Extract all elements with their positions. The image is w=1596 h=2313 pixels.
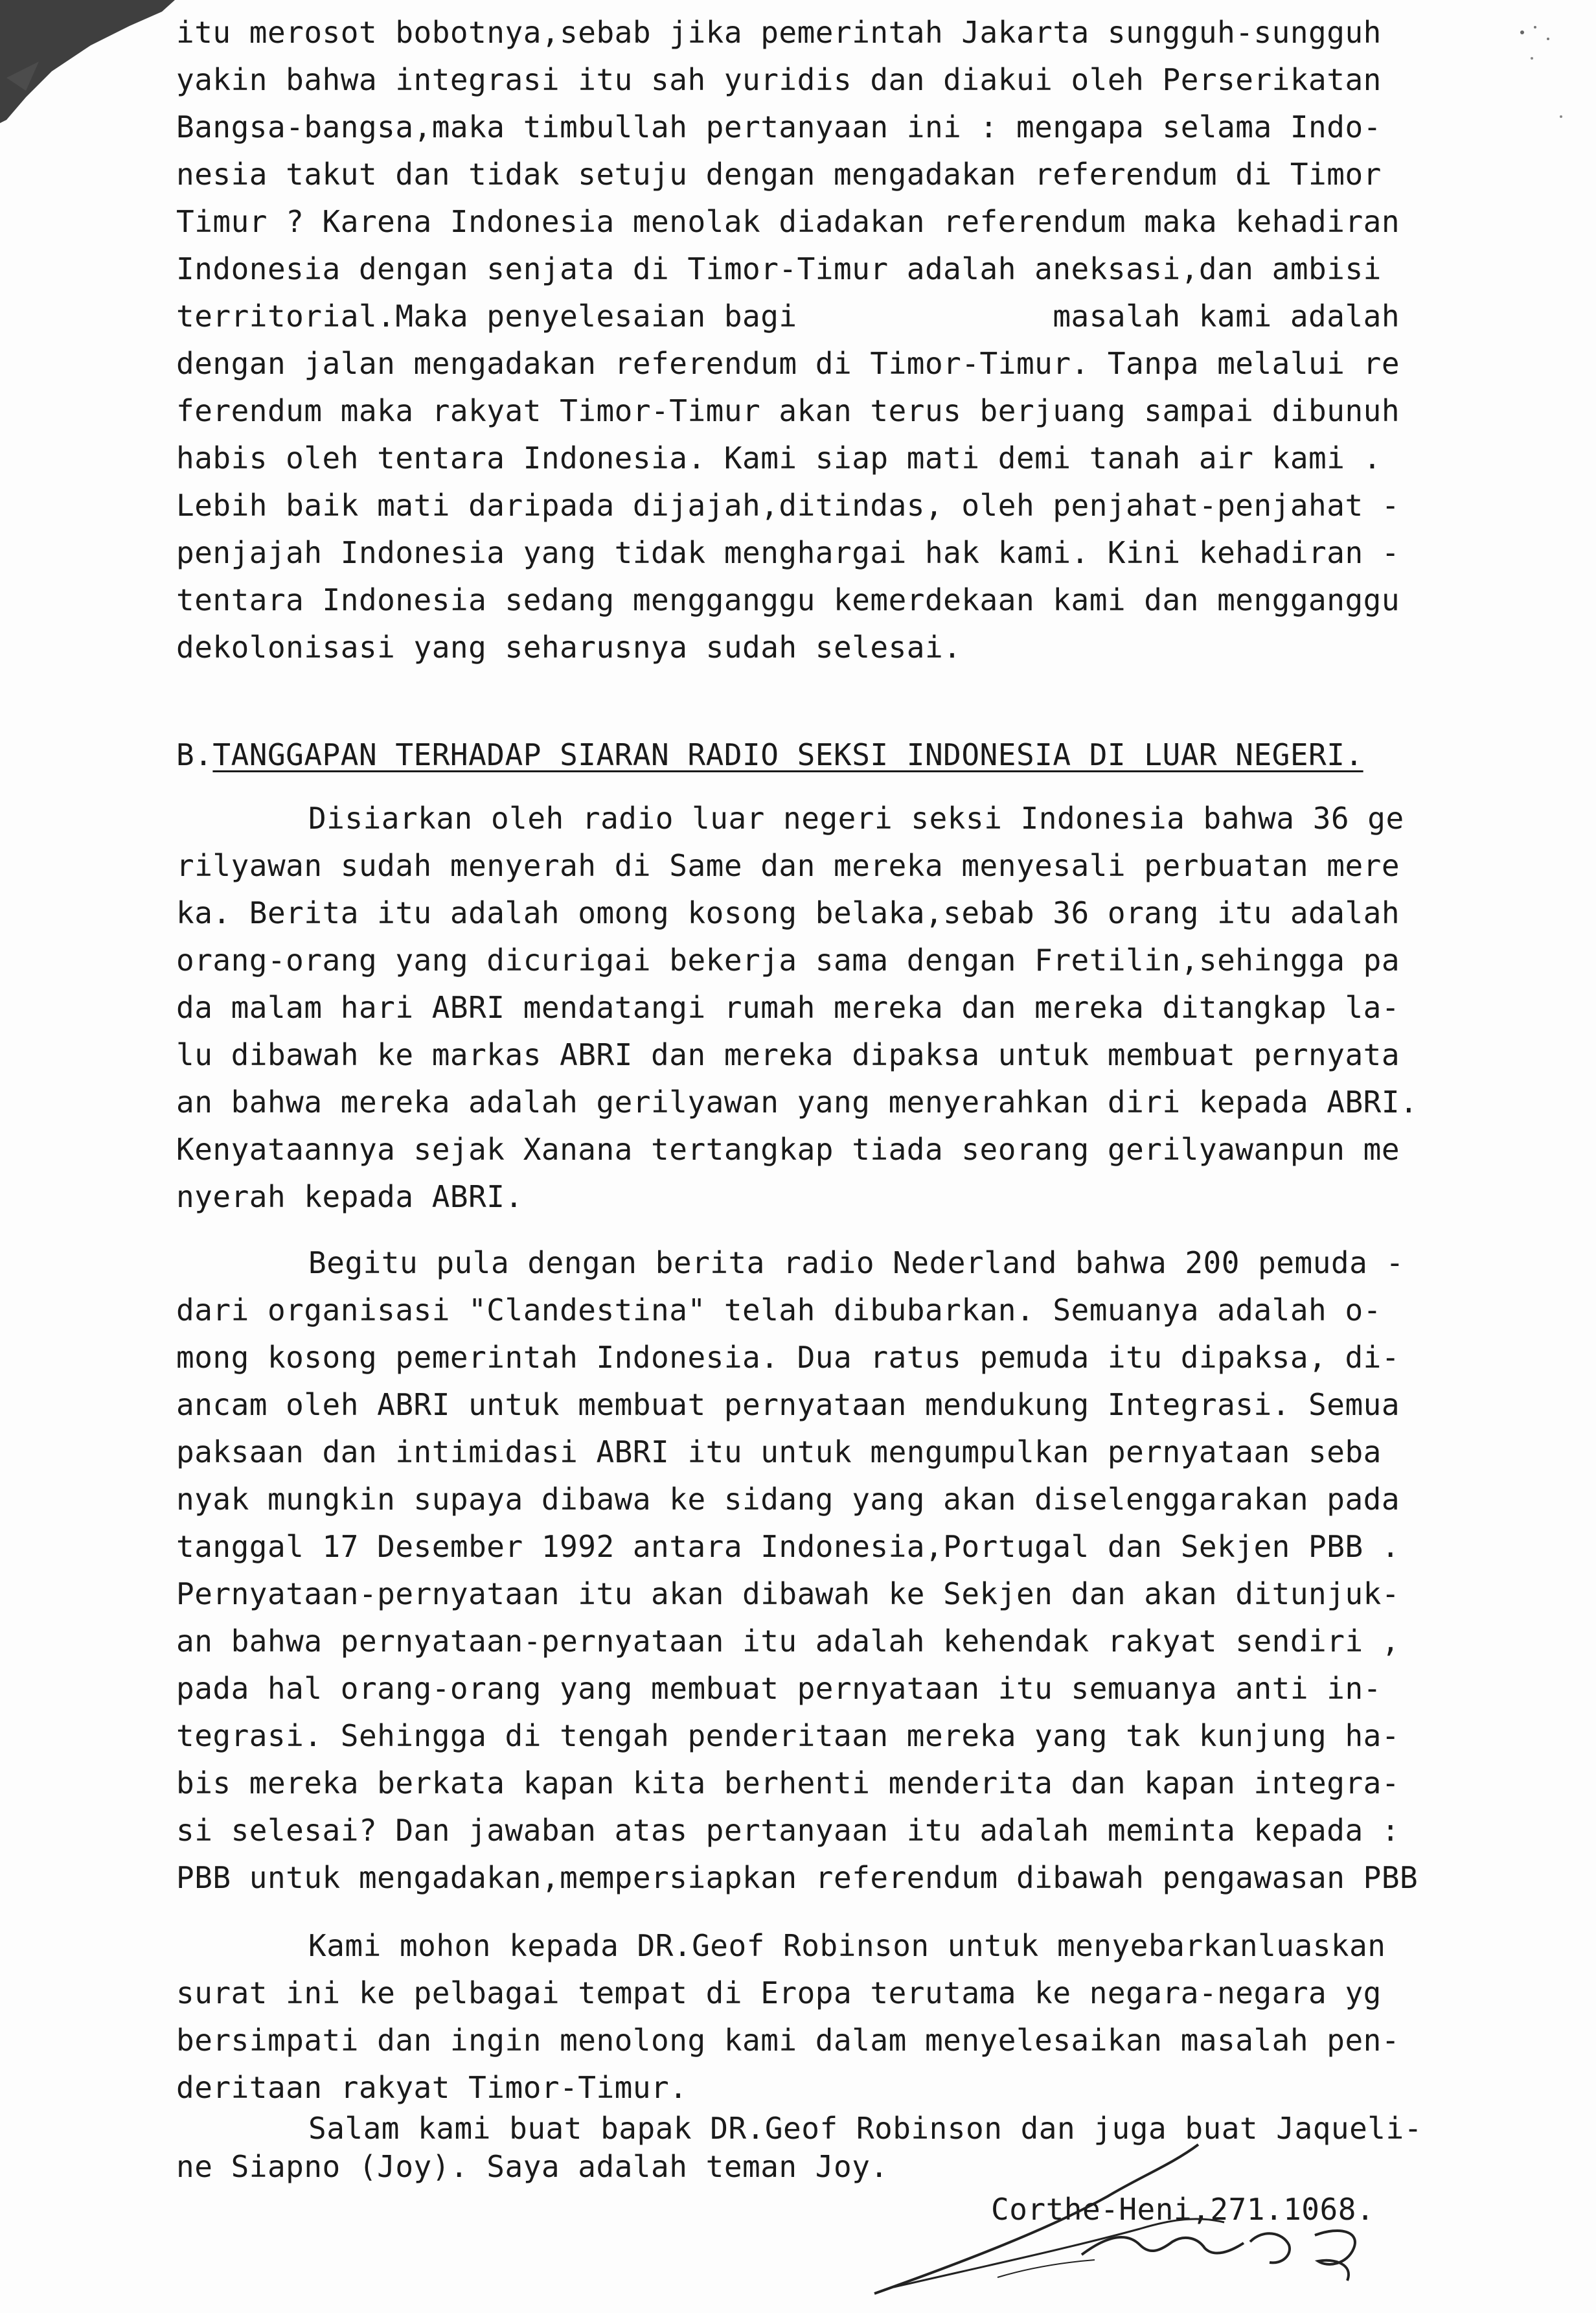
text-line: Timur ? Karena Indonesia menolak diadakan referendum maka kehadiran bbox=[176, 204, 1400, 239]
text-line: territorial.Maka penyelesaian bagi masalah kami adalah bbox=[176, 299, 1400, 334]
text-line: tentara Indonesia sedang mengganggu kemerdekaan kami dan mengganggu bbox=[176, 582, 1400, 617]
section-heading bbox=[176, 735, 1363, 774]
closing-line: Salam kami buat bapak DR.Geof Robinson dan juga buat Jaqueli- bbox=[308, 2111, 1422, 2146]
closing-line: ne Siapno (Joy). Saya adalah teman Joy. bbox=[176, 2149, 889, 2184]
scan-specks bbox=[1509, 19, 1580, 149]
text-line: tanggal 17 Desember 1992 antara Indonesia,Portugal dan Sekjen PBB . bbox=[176, 1529, 1400, 1564]
text-line: si selesai? Dan jawaban atas pertanyaan itu adalah meminta kepada : bbox=[176, 1813, 1400, 1848]
text-line: penjajah Indonesia yang tidak menghargai hak kami. Kini kehadiran - bbox=[176, 535, 1400, 570]
text-line: nyak mungkin supaya dibawa ke sidang yang akan diselenggarakan pada bbox=[176, 1482, 1400, 1517]
text-line: an bahwa mereka adalah gerilyawan yang menyerahkan diri kepada ABRI. bbox=[176, 1085, 1419, 1120]
text-line: tegrasi. Sehingga di tengah penderitaan mereka yang tak kunjung ha- bbox=[176, 1718, 1400, 1753]
text-line: habis oleh tentara Indonesia. Kami siap mati demi tanah air kami . bbox=[176, 441, 1382, 476]
text-line: Bangsa-bangsa,maka timbullah pertanyaan ini : mengapa selama Indo- bbox=[176, 109, 1382, 144]
text-line: dengan jalan mengadakan referendum di Timor-Timur. Tanpa melalui re bbox=[176, 346, 1400, 381]
handwritten-signature bbox=[836, 2119, 1419, 2307]
text-line: pada hal orang-orang yang membuat pernyataan itu semuanya anti in- bbox=[176, 1671, 1382, 1706]
text-line: paksaan dan intimidasi ABRI itu untuk mengumpulkan pernyataan seba bbox=[176, 1434, 1382, 1469]
text-line: Lebih baik mati daripada dijajah,ditindas, oleh penjahat-penjahat - bbox=[176, 488, 1400, 523]
text-line: Pernyataan-pernyataan itu akan dibawah ke Sekjen dan akan ditunjuk- bbox=[176, 1576, 1400, 1611]
scan-smudge bbox=[0, 0, 194, 130]
text-line: nyerah kepada ABRI. bbox=[176, 1179, 523, 1214]
text-line: PBB untuk mengadakan,mempersiapkan referendum dibawah pengawasan PBB bbox=[176, 1860, 1419, 1895]
text-line: bis mereka berkata kapan kita berhenti menderita dan kapan integra- bbox=[176, 1766, 1400, 1801]
text-line: ka. Berita itu adalah omong kosong belaka,sebab 36 orang itu adalah bbox=[176, 895, 1400, 930]
section-prefix: B. bbox=[176, 737, 213, 772]
text-line: ancam oleh ABRI untuk membuat pernyataan mendukung Integrasi. Semua bbox=[176, 1387, 1400, 1422]
text-line: lu dibawah ke markas ABRI dan mereka dipaksa untuk membuat pernyata bbox=[176, 1037, 1400, 1072]
text-line: Kami mohon kepada DR.Geof Robinson untuk menyebarkanluaskan bbox=[308, 1928, 1386, 1963]
text-line: itu merosot bobotnya,sebab jika pemerintah Jakarta sungguh-sungguh bbox=[176, 15, 1382, 50]
text-line: ferendum maka rakyat Timor-Timur akan terus berjuang sampai dibunuh bbox=[176, 393, 1400, 428]
text-line: surat ini ke pelbagai tempat di Eropa terutama ke negara-negara yg bbox=[176, 1975, 1382, 2010]
text-line: rilyawan sudah menyerah di Same dan mereka menyesali perbuatan mere bbox=[176, 848, 1400, 883]
text-line: Kenyataannya sejak Xanana tertangkap tiada seorang gerilyawanpun me bbox=[176, 1132, 1400, 1167]
text-line: dari organisasi "Clandestina" telah dibubarkan. Semuanya adalah o- bbox=[176, 1293, 1382, 1328]
text-line: Indonesia dengan senjata di Timor-Timur adalah aneksasi,dan ambisi bbox=[176, 251, 1382, 286]
text-line: nesia takut dan tidak setuju dengan mengadakan referendum di Timor bbox=[176, 157, 1382, 192]
text-line: Disiarkan oleh radio luar negeri seksi Indonesia bahwa 36 ge bbox=[308, 801, 1404, 836]
text-line: yakin bahwa integrasi itu sah yuridis dan diakui oleh Perserikatan bbox=[176, 62, 1382, 97]
text-line: deritaan rakyat Timor-Timur. bbox=[176, 2070, 688, 2105]
signature-name-date: Corthe-Heni,271.1068. bbox=[991, 2192, 1375, 2227]
text-line: an bahwa pernyataan-pernyataan itu adalah kehendak rakyat sendiri , bbox=[176, 1624, 1400, 1659]
text-line: bersimpati dan ingin menolong kami dalam menyelesaikan masalah pen- bbox=[176, 2023, 1400, 2058]
text-line: mong kosong pemerintah Indonesia. Dua ratus pemuda itu dipaksa, di- bbox=[176, 1340, 1400, 1375]
text-line: dekolonisasi yang seharusnya sudah selesai. bbox=[176, 630, 962, 665]
text-line: orang-orang yang dicurigai bekerja sama dengan Fretilin,sehingga pa bbox=[176, 943, 1400, 978]
section-title: TANGGAPAN TERHADAP SIARAN RADIO SEKSI INDONESIA DI LUAR NEGERI. bbox=[212, 737, 1363, 772]
text-line: da malam hari ABRI mendatangi rumah mereka dan mereka ditangkap la- bbox=[176, 990, 1400, 1025]
text-line: Begitu pula dengan berita radio Nederland bahwa 200 pemuda - bbox=[308, 1245, 1404, 1280]
